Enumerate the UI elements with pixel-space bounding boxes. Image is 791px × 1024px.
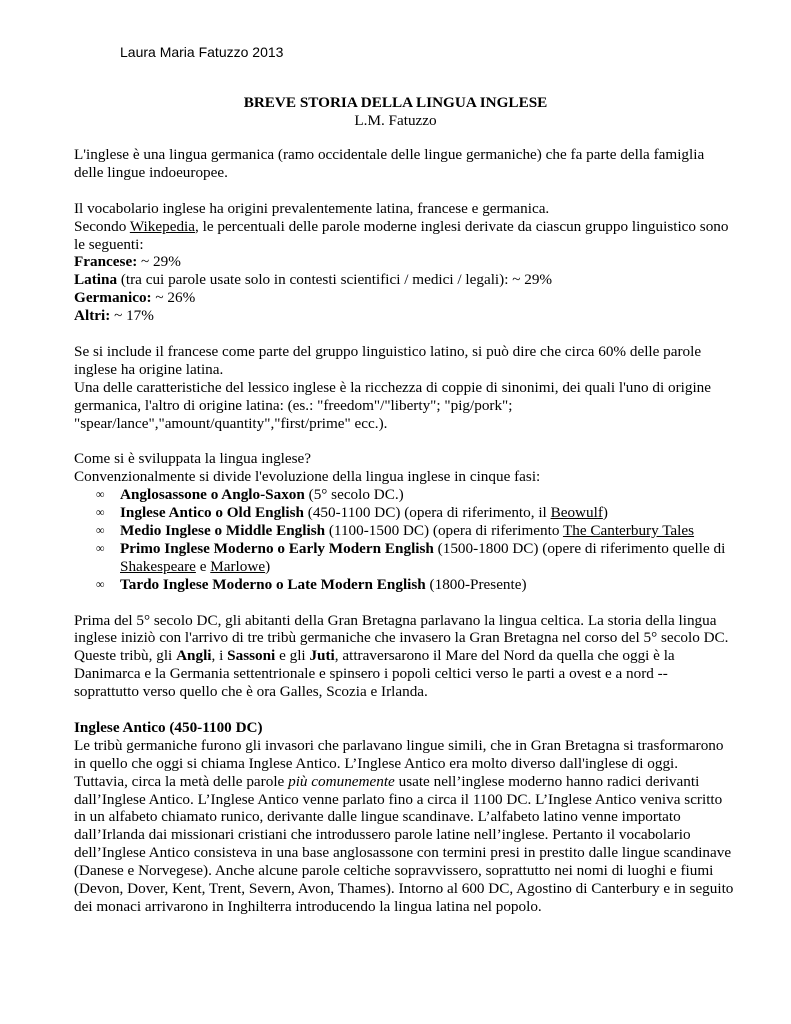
document-body [74, 146, 734, 916]
old-english-paragraph: Le tribù germaniche furono gli invasori che parlavano lingue simili, che in Gran Bretagna si trasformarono in quello che oggi si chiama Inglese Antico. L’Inglese Antico era molto diverso dall'inglese di oggi. Tuttavia, circa la metà delle parole più comunemente usate nell’inglese moderno hanno radici derivanti dall’Inglese Antico. L’Inglese Antico venne parlato fino a circa il 1100 DC. L’Inglese Antico veniva scritto in un alfabeto chiamato runico, derivante dalle lingue scandinave. L’alfabeto latino venne importato dall’Irlanda dai missionari cristiani che introdussero parole latine nell’inglese. Pertanto il vocabolario dell’Inglese Antico consisteva in una base anglosassone con termini presi in prestito dalle lingue scandinave (Danese e Norvegese). Anche alcune parole celtiche sopravvissero, soprattutto nei nomi di luoghi e fiumi (Devon, Dover, Kent, Trent, Severn, Avon, Thames). Intorno al 600 DC, Agostino di Canterbury e in seguito dei monaci arrivarono in Inghilterra introducendo la lingua latina nel popolo. [74, 736, 734, 915]
vocab-line: Il vocabolario inglese ha origini prevalentemente latina, francese e germanica. [74, 199, 550, 217]
marlowe-link[interactable]: Marlowe [210, 557, 266, 575]
document-title: BREVE STORIA DELLA LINGUA INGLESE [243, 94, 548, 111]
question-line: Come si è sviluppata la lingua inglese? [74, 450, 312, 468]
vocab-source-paragraph: Secondo Wikepedia, le percentuali delle parole moderne inglesi derivate da ciascun gruppo linguistico sono le seguenti: [74, 217, 729, 253]
intro-paragraph: L'inglese è una lingua germanica (ramo occidentale delle lingue germaniche) che fa parte della famiglia delle lingue indoeuropee. [74, 146, 705, 181]
phase-item: ∞ Primo Inglese Moderno o Early Modern English (1500-1800 DC) (opere di riferimento quelle di Shakespeare e Marlowe) [96, 539, 726, 575]
phase-item: ∞ Tardo Inglese Moderno o Late Modern English (1800-Presente) [96, 575, 527, 593]
phases-intro: Convenzionalmente si divide l'evoluzione della lingua inglese in cinque fasi: [74, 468, 541, 486]
infinity-bullet-icon: ∞ [96, 487, 105, 502]
vocab-item-germanic: Germanico: ~ 26% [74, 289, 196, 307]
canterbury-tales-link[interactable]: The Canterbury Tales [562, 521, 695, 539]
beowulf-link[interactable]: Beowulf [550, 504, 603, 522]
latin-paragraph: Se si include il francese come parte del gruppo linguistico latino, si può dire che circa 60% delle parole inglese ha origine latina. [74, 342, 702, 378]
infinity-bullet-icon: ∞ [96, 540, 105, 555]
wikipedia-link[interactable]: Wikepedia [129, 217, 195, 235]
synonyms-paragraph: Una delle caratteristiche del lessico inglese è la ricchezza di coppie di sinonimi, dei quali l'uno di origine germanica, l'altro di origine latina: (es.: "freedom"/"liberty"; "pig/pork"; "spear/lance","amount/quantity","first/prime" ecc.). [74, 378, 712, 432]
shakespeare-link[interactable]: Shakespeare [120, 557, 196, 575]
vocab-item-french: Francese: ~ 29% [74, 253, 181, 271]
phase-item: ∞ Medio Inglese o Middle English (1100-1500 DC) (opera di riferimento The Canterbury Tales [96, 521, 695, 539]
vocab-item-others: Altri: ~ 17% [74, 307, 154, 325]
phases-list [74, 486, 734, 593]
section-title-old-english: Inglese Antico (450-1100 DC) [74, 718, 263, 736]
page-header: Laura Maria Fatuzzo 2013 [120, 44, 284, 60]
infinity-bullet-icon: ∞ [96, 576, 105, 591]
phase-item: ∞ Anglosassone o Anglo-Saxon (5° secolo DC.) [96, 486, 404, 504]
phase-item: ∞ Inglese Antico o Old English (450-1100 DC) (opera di riferimento, il Beowulf) [96, 504, 608, 522]
infinity-bullet-icon: ∞ [96, 522, 105, 537]
vocab-item-latin: Latina (tra cui parole usate solo in contesti scientifici / medici / legali): ~ 29% [74, 271, 553, 289]
title-block [0, 94, 791, 130]
history-paragraph: Prima del 5° secolo DC, gli abitanti della Gran Bretagna parlavano la lingua celtica. La storia della lingua inglese iniziò con l'arrivo di tre tribù germaniche che invasero la Gran Bretagna nel corso del 5° secolo DC. Queste tribù, gli Angli, i Sassoni e gli Juti, attraversarono il Mare del Nord da quella che oggi è la Danimarca e la Germania settentrionale e spinsero i popoli celtici verso le parti a ovest e a nord -- soprattutto verso quello che è ora Galles, Scozia e Irlanda. [74, 611, 729, 701]
document-author: L.M. Fatuzzo [354, 111, 437, 129]
infinity-bullet-icon: ∞ [96, 505, 105, 520]
